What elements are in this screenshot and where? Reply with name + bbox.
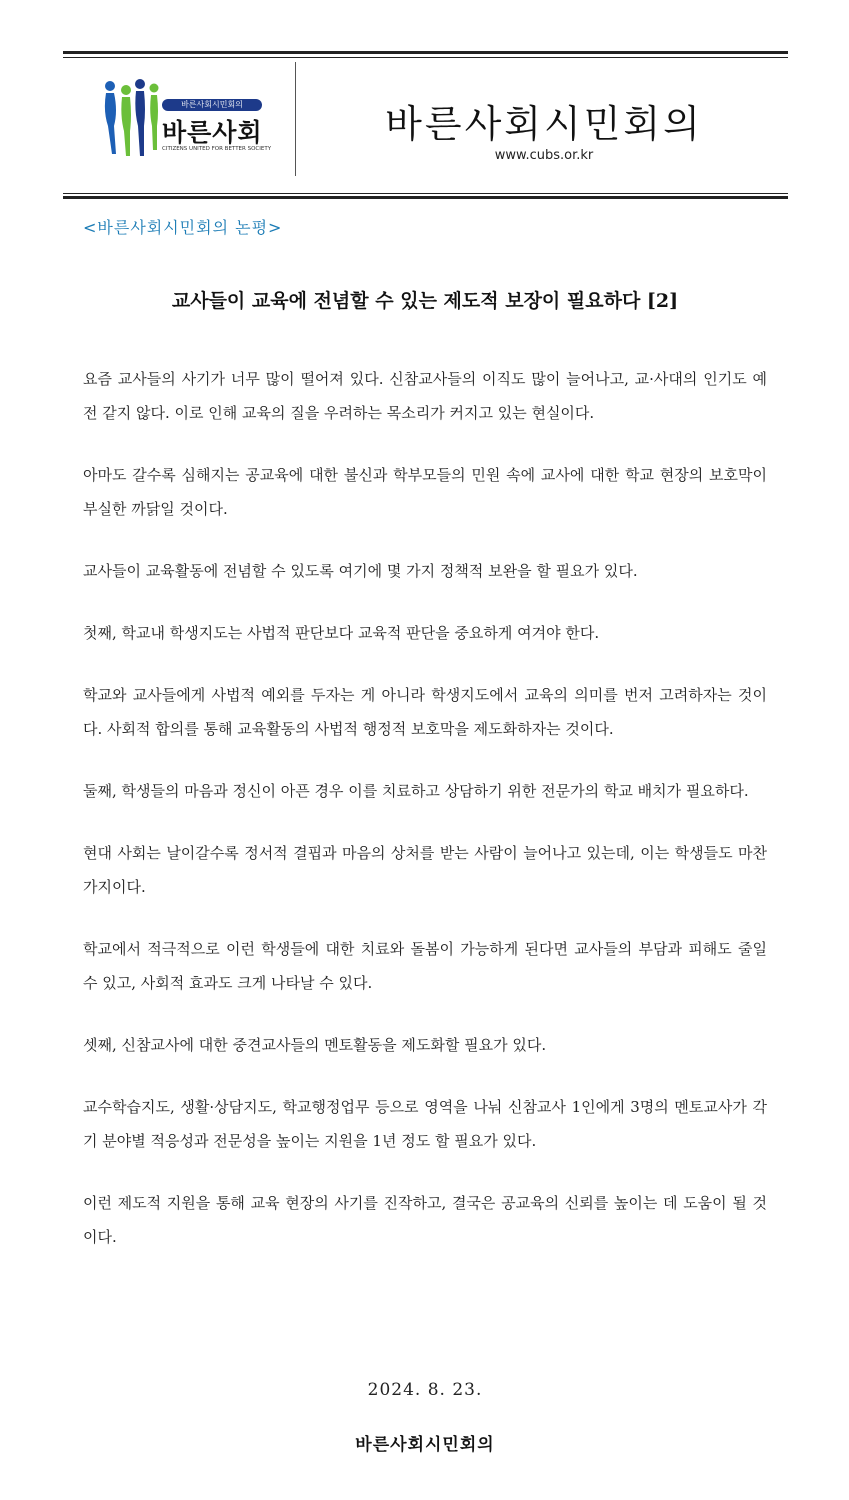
paragraph: 아마도 갈수록 심해지는 공교육에 대한 불신과 학부모들의 민원 속에 교사에 대한 학교 현장의 보호막이 부실한 까닭일 것이다.: [83, 466, 767, 518]
signature: 바른사회시민회의: [355, 1435, 495, 1455]
publication-date: 2024. 8. 23.: [367, 1380, 483, 1400]
paragraph: 교사들이 교육활동에 전념할 수 있도록 여기에 몇 가지 정책적 보완을 할 필요가 있다.: [83, 562, 638, 580]
logo-wordmark: 바른사회: [162, 118, 263, 147]
paragraph: 교수학습지도, 생활·상담지도, 학교행정업무 등으로 영역을 나눠 신참교사 1인에게 3명의 멘토교사가 각기 분야별 적응성과 전문성을 높이는 지원을 1년 정도 할 필요가 있다.: [83, 1098, 767, 1150]
paragraph: 학교에서 적극적으로 이런 학생들에 대한 치료와 돌봄이 가능하게 된다면 교사들의 부담과 피해도 줄일 수 있고, 사회적 효과도 크게 나타날 수 있다.: [83, 940, 767, 992]
paragraph: 둘째, 학생들의 마음과 정신이 아픈 경우 이를 치료하고 상담하기 위한 전문가의 학교 배치가 필요하다.: [83, 782, 749, 800]
header-bottom-rule-thick: [63, 196, 788, 199]
paragraph: 셋째, 신참교사에 대한 중견교사들의 멘토활동을 제도화할 필요가 있다.: [83, 1036, 547, 1054]
logo-small-label: 바른사회시민회의: [162, 99, 262, 111]
organization-url[interactable]: www.cubs.or.kr: [494, 148, 594, 163]
logo-english-tagline: CITIZENS UNITED FOR BETTER SOCIETY: [162, 146, 272, 152]
paragraph: 학교와 교사들에게 사법적 예외를 두자는 게 아니라 학생지도에서 교육의 의미를 번저 고려하자는 것이다. 사회적 합의를 통해 교육활동의 사법적 행정적 보호막을 제도화하자는 것이다.: [83, 686, 767, 738]
header-top-rule-thin: [63, 57, 788, 58]
organization-logo: [100, 76, 275, 160]
people-figures-icon: [100, 76, 162, 160]
organization-name: 바른사회시민회의: [385, 102, 703, 146]
paragraph: 요즘 교사들의 사기가 너무 많이 떨어져 있다. 신참교사들의 이직도 많이 늘어나고, 교·사대의 인기도 예전 같지 않다. 이로 인해 교육의 질을 우려하는 목소리가 커지고 있는 현실이다.: [83, 370, 767, 422]
header-top-rule-thick: [63, 51, 788, 54]
paragraph: 이런 제도적 지원을 통해 교육 현장의 사기를 진작하고, 결국은 공교육의 신뢰를 높이는 데 도움이 될 것이다.: [83, 1194, 767, 1246]
document-category: <바른사회시민회의 논평>: [83, 218, 283, 237]
header-bottom-rule-thin: [63, 193, 788, 194]
document-title: 교사들이 교육에 전념할 수 있는 제도적 보장이 필요하다 [2]: [171, 290, 679, 312]
header-divider: [295, 62, 296, 176]
document-body: [83, 362, 767, 1254]
paragraph: 첫째, 학교내 학생지도는 사법적 판단보다 교육적 판단을 중요하게 여겨야 한다.: [83, 624, 600, 642]
paragraph: 현대 사회는 날이갈수록 정서적 결핍과 마음의 상처를 받는 사람이 늘어나고 있는데, 이는 학생들도 마찬가지이다.: [83, 844, 767, 896]
